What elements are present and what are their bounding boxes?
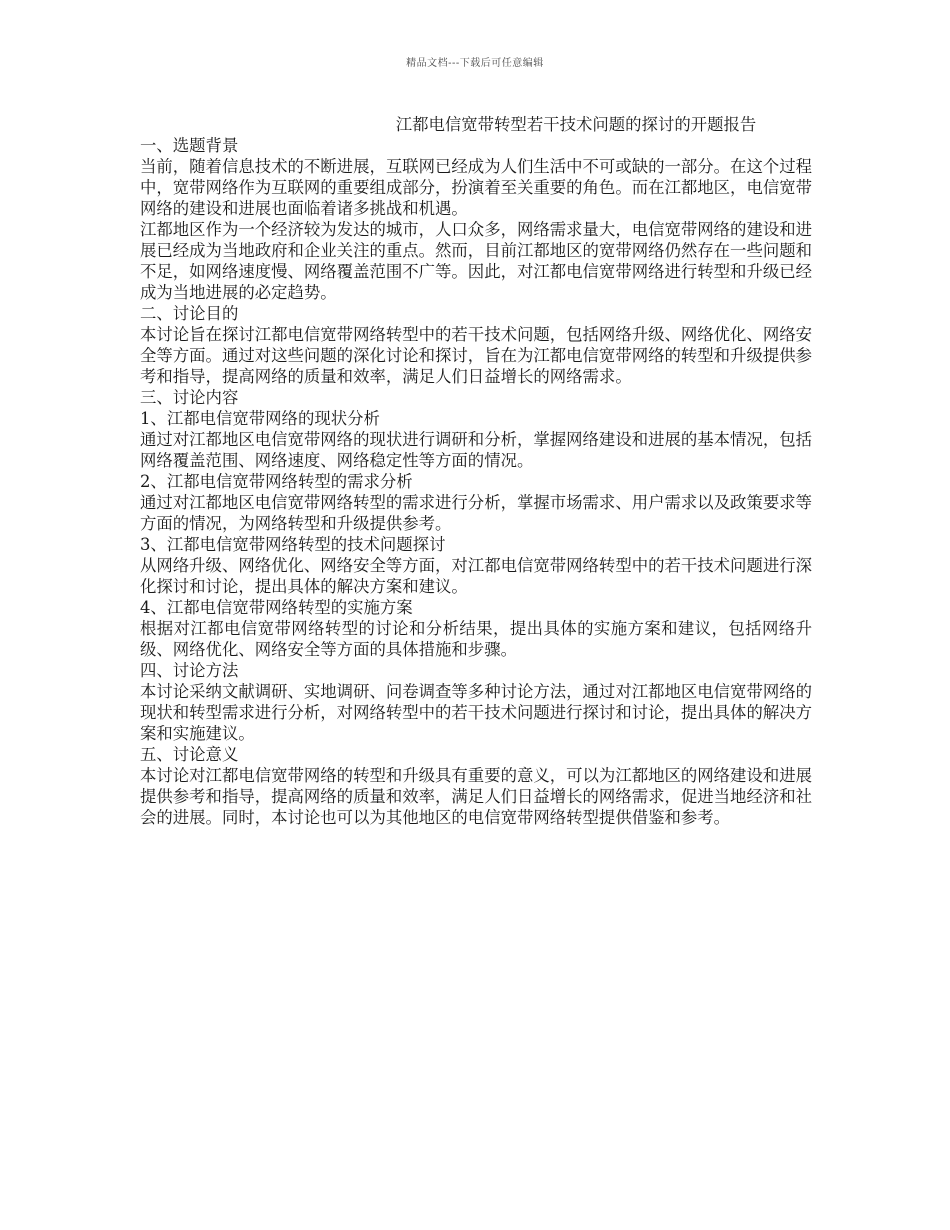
paragraph: 本讨论对江都电信宽带网络的转型和升级具有重要的意义，可以为江都地区的网络建设和进展提供参考和指导，提高网络的质量和效率，满足人们日益增长的网络需求，促进当地经济和社会的进展。同时，本讨论也可以为其他地区的电信宽带网络转型提供借鉴和参考。 [140, 766, 813, 827]
section-heading-purpose: 二、讨论目的 [140, 304, 239, 323]
paragraph: 通过对江都地区电信宽带网络转型的需求进行分析，掌握市场需求、用户需求以及政策要求等方面的情况，为网络转型和升级提供参考。 [140, 493, 813, 533]
section-heading-method: 四、讨论方法 [140, 661, 239, 680]
section-heading-significance: 五、讨论意义 [140, 745, 239, 764]
subsection-heading-3: 3、江都电信宽带网络转型的技术问题探讨 [140, 535, 446, 554]
paragraph: 当前，随着信息技术的不断进展，互联网已经成为人们生活中不可或缺的一部分。在这个过程中，宽带网络作为互联网的重要组成部分，扮演着至关重要的角色。而在江都地区，电信宽带网络的建设和进展也面临着诸多挑战和机遇。 [140, 157, 813, 218]
paragraph: 通过对江都地区电信宽带网络的现状进行调研和分析，掌握网络建设和进展的基本情况，包括网络覆盖范围、网络速度、网络稳定性等方面的情况。 [140, 430, 813, 470]
subsection-heading-1: 1、江都电信宽带网络的现状分析 [140, 409, 380, 428]
paragraph: 根据对江都电信宽带网络转型的讨论和分析结果，提出具体的实施方案和建议，包括网络升级、网络优化、网络安全等方面的具体措施和步骤。 [140, 619, 812, 659]
document-title: 江都电信宽带转型若干技术问题的探讨的开题报告 [395, 115, 757, 134]
document-body [140, 114, 812, 828]
page-header: 精品文档---下载后可任意编辑 [406, 58, 544, 69]
paragraph: 从网络升级、网络优化、网络安全等方面，对江都电信宽带网络转型中的若干技术问题进行深化探讨和讨论，提出具体的解决方案和建议。 [140, 556, 813, 596]
paragraph: 本讨论采纳文献调研、实地调研、问卷调查等多种讨论方法，通过对江都地区电信宽带网络的现状和转型需求进行分析，对网络转型中的若干技术问题进行探讨和讨论，提出具体的解决方案和实施建议。 [140, 682, 813, 743]
paragraph: 本讨论旨在探讨江都电信宽带网络转型中的若干技术问题，包括网络升级、网络优化、网络安全等方面。通过对这些问题的深化讨论和探讨，旨在为江都电信宽带网络的转型和升级提供参考和指导，提高网络的质量和效率，满足人们日益增长的网络需求。 [140, 325, 813, 386]
subsection-heading-2: 2、江都电信宽带网络转型的需求分析 [140, 472, 413, 491]
paragraph: 江都地区作为一个经济较为发达的城市，人口众多，网络需求量大，电信宽带网络的建设和进展已经成为当地政府和企业关注的重点。然而，目前江都地区的宽带网络仍然存在一些问题和不足，如网络速度慢、网络覆盖范围不广等。因此，对江都电信宽带网络进行转型和升级已经成为当地进展的必定趋势。 [140, 220, 813, 302]
subsection-heading-4: 4、江都电信宽带网络转型的实施方案 [140, 598, 413, 617]
section-heading-content: 三、讨论内容 [140, 388, 239, 407]
section-heading-background: 一、选题背景 [140, 136, 239, 155]
